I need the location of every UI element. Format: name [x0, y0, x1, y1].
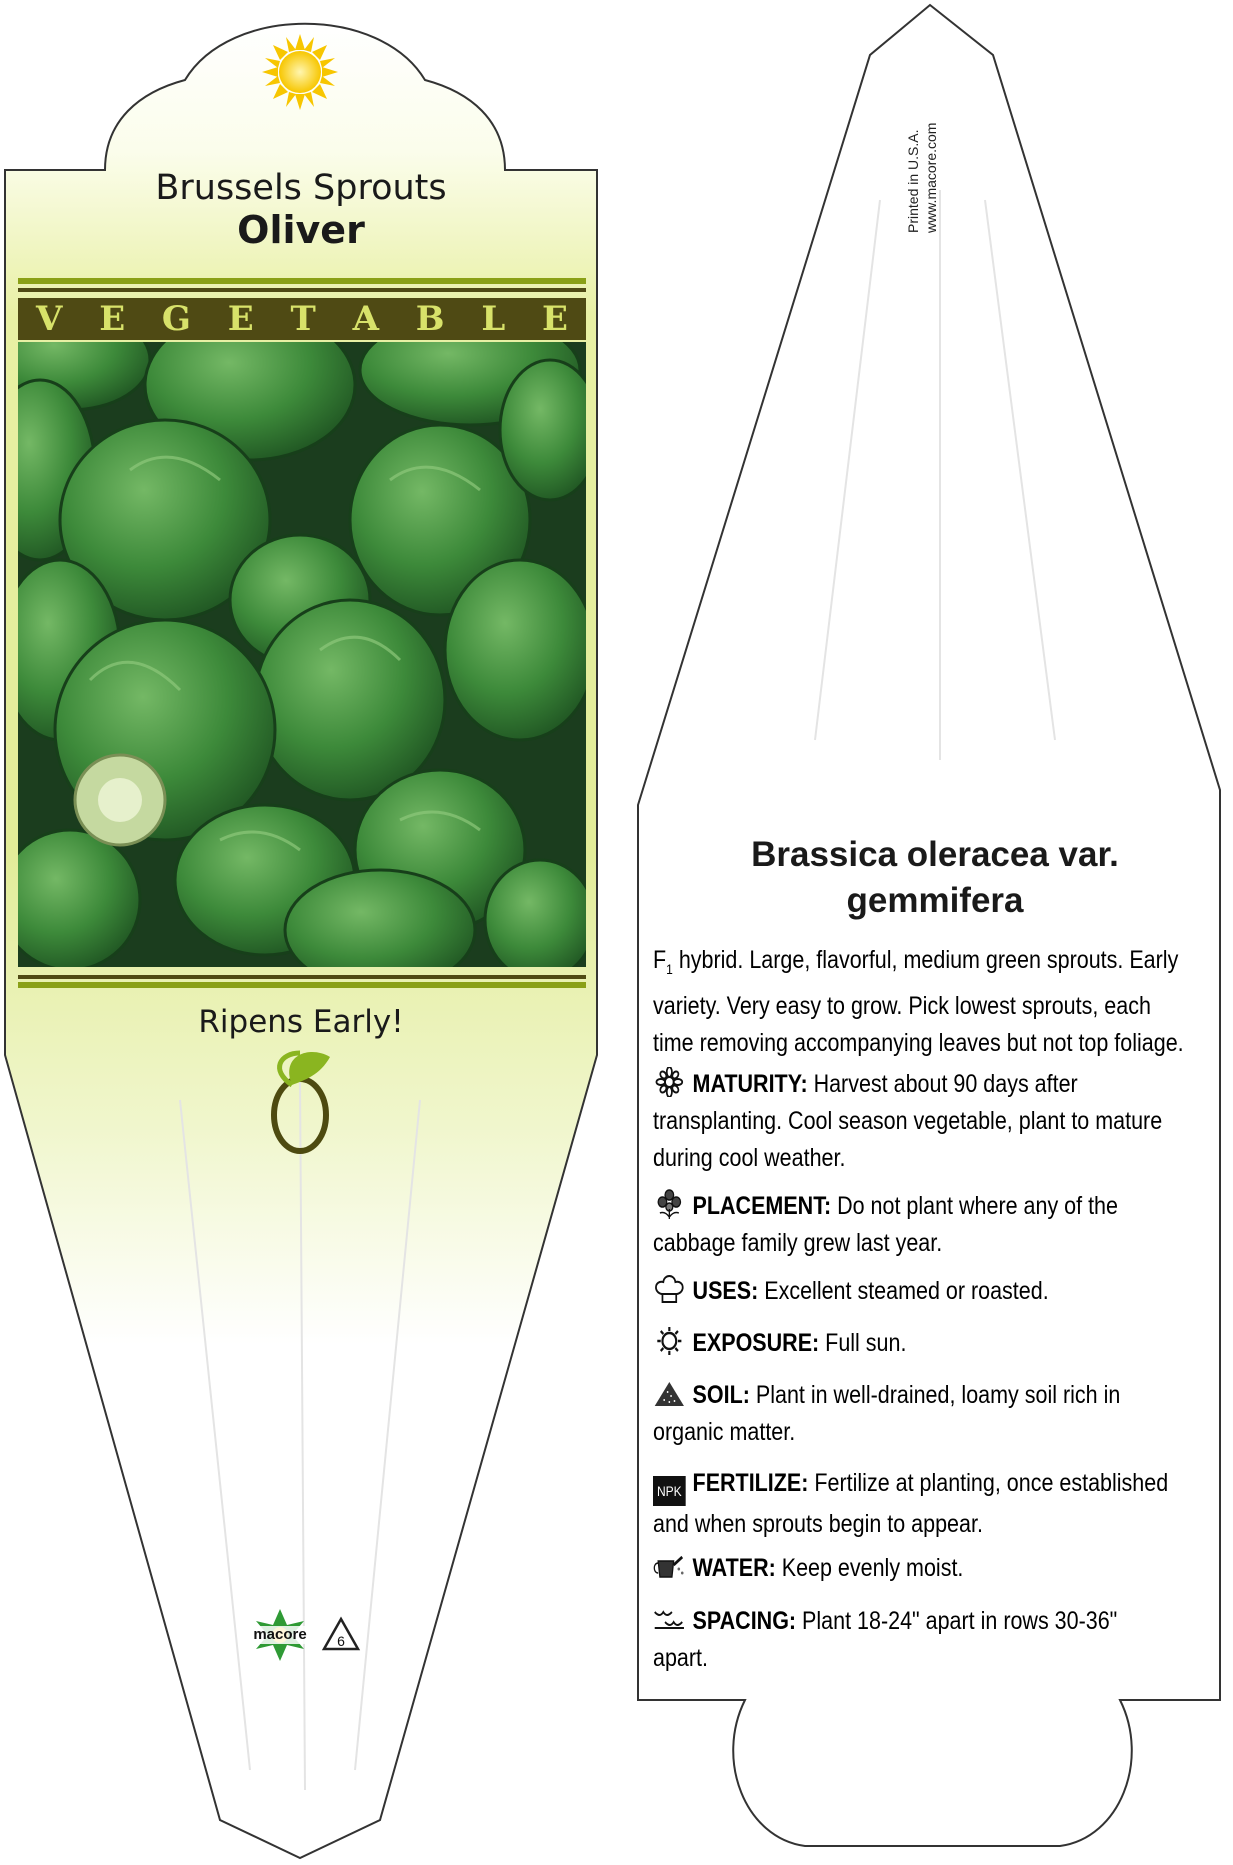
care-text: Full sun. [819, 1329, 907, 1357]
latin-name-line1: Brassica oleracea var. [751, 835, 1119, 874]
spacing-icon [653, 1604, 686, 1634]
category-letter: E [99, 299, 126, 339]
care-label: WATER: [692, 1554, 776, 1582]
care-label: USES: [692, 1277, 759, 1305]
printed-in-usa: Printed in U.S.A. [905, 129, 921, 233]
printed-info [905, 95, 939, 245]
npk-fertilizer-icon: NPK [653, 1476, 686, 1506]
care-label: PLACEMENT: [692, 1192, 832, 1220]
care-text: Harvest about 90 days after [807, 1070, 1078, 1098]
recycle-code: 6 [337, 1633, 345, 1649]
brussels-sprouts-photo [0, 310, 600, 990]
care-label: FERTILIZE: [692, 1469, 809, 1497]
description-line3: time removing accompanying leaves but not top foliage. [653, 1029, 1184, 1057]
website: www.macore.com [923, 122, 939, 233]
plant-placement-icon [653, 1189, 686, 1219]
category-letter: E [542, 299, 568, 339]
sun-icon [262, 34, 338, 110]
care-text: and when sprouts begin to appear. [653, 1510, 983, 1538]
care-text: Plant in well-drained, loamy soil rich in [749, 1381, 1121, 1409]
soil-pile-icon [653, 1378, 686, 1408]
description-prefix: F [653, 946, 667, 974]
daisy-icon [653, 1067, 686, 1097]
care-text: Plant 18-24" apart in rows 30-36" [796, 1607, 1118, 1635]
category-letter: L [481, 299, 506, 339]
description-subscript: 1 [666, 961, 673, 977]
care-text: Do not plant where any of the [831, 1192, 1118, 1220]
category-letter: E [227, 299, 254, 339]
care-uses [653, 1273, 1233, 1310]
care-text: organic matter. [653, 1418, 796, 1446]
care-placement [653, 1188, 1233, 1262]
care-label: SOIL: [692, 1381, 750, 1409]
care-text: Fertilize at planting, once established [808, 1469, 1169, 1497]
category-letter: T [290, 299, 316, 339]
category-letter: V [36, 299, 63, 339]
care-exposure [653, 1325, 1233, 1362]
care-text: Excellent steamed or roasted. [758, 1277, 1049, 1305]
care-text: cabbage family grew last year. [653, 1229, 943, 1257]
care-text: apart. [653, 1644, 708, 1672]
chef-hat-icon [653, 1274, 686, 1304]
description [653, 942, 1233, 1062]
latin-name-line2: gemmifera [846, 881, 1024, 920]
care-spacing [653, 1603, 1233, 1677]
sun-outline-icon [653, 1326, 686, 1356]
care-label: EXPOSURE: [692, 1329, 820, 1357]
category-letter: G [161, 299, 191, 339]
care-maturity [653, 1066, 1233, 1177]
care-soil [653, 1377, 1233, 1451]
care-water [653, 1550, 1233, 1587]
brand-name: macore [253, 1626, 307, 1643]
care-fertilize [653, 1465, 1233, 1543]
care-text: transplanting. Cool season vegetable, plant to mature [653, 1107, 1163, 1135]
care-text: during cool weather. [653, 1144, 846, 1172]
description-line1: hybrid. Large, flavorful, medium green sprouts. Early [672, 946, 1179, 974]
care-label: MATURITY: [692, 1070, 808, 1098]
care-text: Keep evenly moist. [775, 1554, 964, 1582]
tagline: Ripens Early! [198, 1004, 404, 1040]
category-letter: A [352, 299, 379, 339]
category-band [18, 298, 586, 340]
watering-can-icon [653, 1551, 686, 1581]
care-label: SPACING: [692, 1607, 797, 1635]
category-letter: B [415, 299, 445, 339]
cultivar-name: Oliver [237, 208, 365, 252]
species-name: Brussels Sprouts [155, 168, 447, 208]
description-line2: variety. Very easy to grow. Pick lowest sprouts, each [653, 992, 1151, 1020]
latin-name [642, 832, 1228, 924]
